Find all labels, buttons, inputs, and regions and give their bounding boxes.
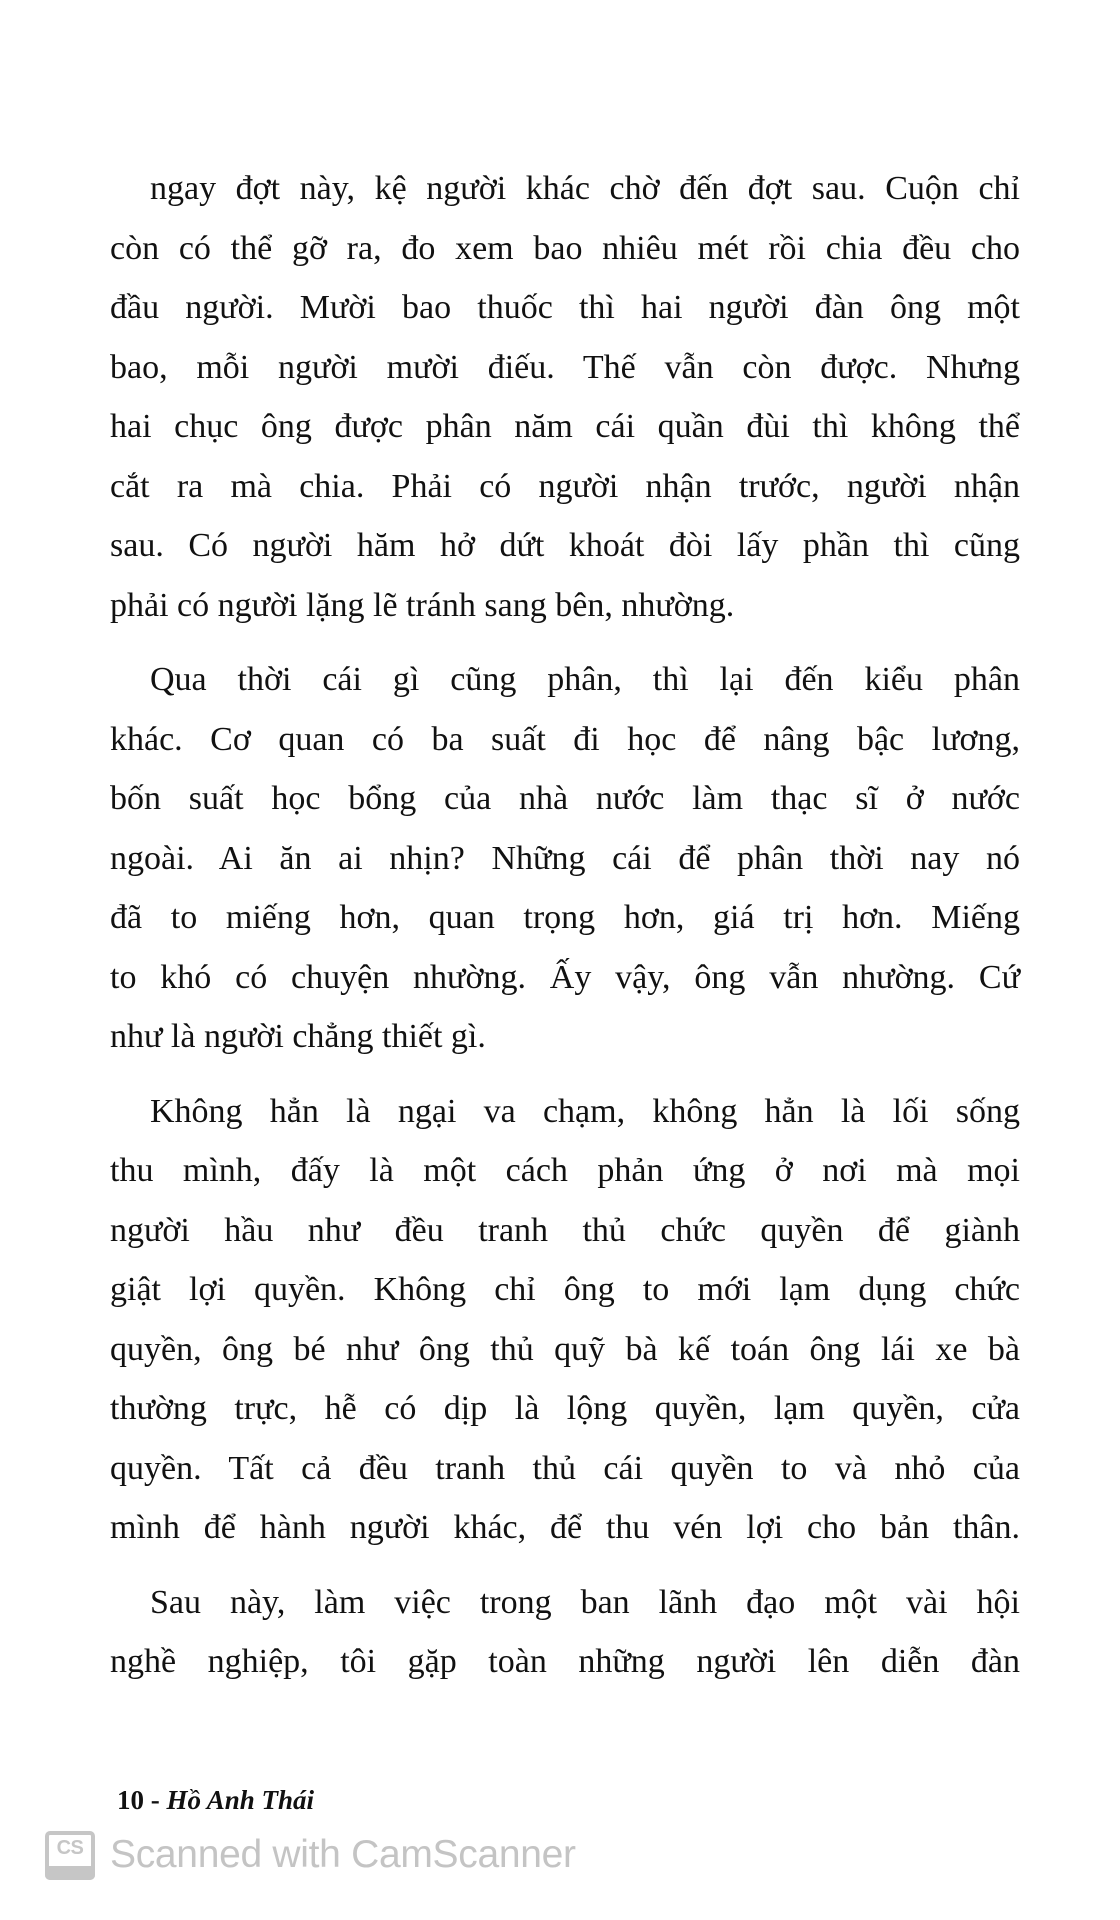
page-number: 10 (117, 1785, 144, 1815)
paragraph-4 (110, 1573, 1020, 1692)
text-line: người hầu như đều tranh thủ chức quyền để giành (110, 1211, 1020, 1249)
text-line: mình để hành người khác, để thu vén lợi cho bản thân. (110, 1509, 1020, 1546)
footer-separator: - (144, 1785, 167, 1815)
page-footer (117, 1785, 314, 1816)
text-line: bao, mỗi người mười điếu. Thế vẫn còn được. Nhưng (110, 348, 1020, 386)
watermark-text: Scanned with CamScanner (110, 1833, 576, 1876)
text-line: ngoài. Ai ăn ai nhịn? Những cái để phân thời nay nó (110, 839, 1020, 877)
text-line: thường trực, hễ có dịp là lộng quyền, lạm quyền, cửa (110, 1390, 1020, 1427)
text-line: cắt ra mà chia. Phải có người nhận trước, người nhận (110, 467, 1020, 505)
text-line: khác. Cơ quan có ba suất đi học để nâng bậc lương, (110, 720, 1020, 758)
text-line: đã to miếng hơn, quan trọng hơn, giá trị hơn. Miếng (110, 899, 1020, 936)
text-line: thu mình, đấy là một cách phản ứng ở nơi mà mọi (110, 1152, 1020, 1189)
paragraph-1 (110, 159, 1020, 635)
text-line: sau. Có người hăm hở dứt khoát đòi lấy phần thì cũng (110, 527, 1020, 564)
text-line: bốn suất học bổng của nhà nước làm thạc sĩ ở nước (110, 780, 1020, 817)
text-line: như là người chẳng thiết gì. (110, 1018, 486, 1055)
text-line: nghề nghiệp, tôi gặp toàn những người lên diễn đàn (110, 1643, 1020, 1680)
text-line: phải có người lặng lẽ tránh sang bên, nhường. (110, 586, 735, 624)
author-name: Hồ Anh Thái (166, 1785, 315, 1815)
text-line: hai chục ông được phân năm cái quần đùi thì không thể (110, 408, 1020, 445)
text-line: còn có thể gỡ ra, đo xem bao nhiêu mét rồi chia đều cho (110, 229, 1020, 267)
text-line: quyền, ông bé như ông thủ quỹ bà kế toán ông lái xe bà (110, 1330, 1020, 1368)
text-line: Qua thời cái gì cũng phân, thì lại đến kiểu phân (150, 661, 1020, 698)
paragraph-2 (110, 650, 1020, 1067)
paragraph-3 (110, 1082, 1020, 1558)
camscanner-watermark (45, 1830, 576, 1880)
text-line: ngay đợt này, kệ người khác chờ đến đợt sau. Cuộn chỉ (150, 170, 1020, 207)
text-line: Sau này, làm việc trong ban lãnh đạo một vài hội (150, 1583, 1020, 1621)
text-line: quyền. Tất cả đều tranh thủ cái quyền to và nhỏ của (110, 1449, 1020, 1487)
camscanner-logo-icon (45, 1831, 95, 1880)
text-line: Không hẳn là ngại va chạm, không hẳn là lối sống (150, 1092, 1020, 1130)
text-line: to khó có chuyện nhường. Ấy vậy, ông vẫn nhường. Cứ (110, 958, 1020, 996)
text-line: đầu người. Mười bao thuốc thì hai người đàn ông một (110, 289, 1020, 326)
text-line: giật lợi quyền. Không chỉ ông to mới lạm dụng chức (110, 1271, 1020, 1308)
page-body (110, 159, 1020, 1707)
camscanner-logo-text: CS (56, 1836, 84, 1859)
